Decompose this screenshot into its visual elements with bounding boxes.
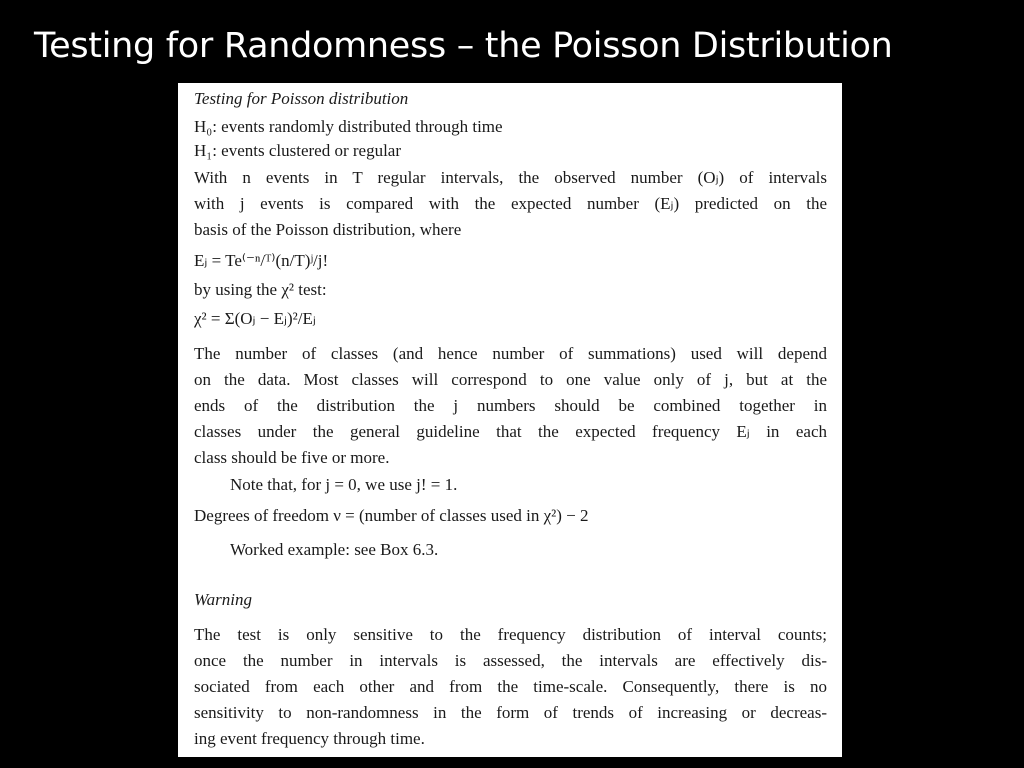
null-hypothesis: H₀: events randomly distributed through time <box>194 117 503 136</box>
warning-line-5: ing event frequency through time. <box>194 729 425 748</box>
degrees-of-freedom: Degrees of freedom ν = (number of classes used in χ²) − 2 <box>194 506 589 525</box>
factorial-note: Note that, for j = 0, we use j! = 1. <box>230 475 458 494</box>
worked-example: Worked example: see Box 6.3. <box>230 540 439 559</box>
classes-line-2: on the data. Most classes will correspond to one value only of j, but at the <box>194 370 827 389</box>
chi-square-intro: by using the χ² test: <box>194 280 327 299</box>
box-heading: Testing for Poisson distribution <box>194 89 409 108</box>
warning-line-3: sociated from each other and from the time-scale. Consequently, there is no <box>194 677 827 696</box>
slide-title: Testing for Randomness – the Poisson Distribution <box>34 26 893 66</box>
warning-heading: Warning <box>194 590 252 609</box>
intro-line-3: basis of the Poisson distribution, where <box>194 220 462 239</box>
warning-line-2: once the number in intervals is assessed, the intervals are effectively dis- <box>194 651 827 670</box>
warning-line-1: The test is only sensitive to the frequency distribution of interval counts; <box>194 625 827 644</box>
classes-line-3: ends of the distribution the j numbers should be combined together in <box>194 396 827 415</box>
intro-line-1: With n events in T regular intervals, the observed number (Oⱼ) of intervals <box>194 168 827 187</box>
warning-line-4: sensitivity to non-randomness in the form of trends of increasing or decreas- <box>194 703 827 722</box>
intro-line-2: with j events is compared with the expected number (Eⱼ) predicted on the <box>194 194 827 213</box>
expected-formula: Eⱼ = Te⁽⁻ⁿ/ᵀ⁾(n/T)ʲ/j! <box>194 251 329 270</box>
classes-line-1: The number of classes (and hence number of summations) used will depend <box>194 344 827 363</box>
classes-line-5: class should be five or more. <box>194 448 390 467</box>
classes-line-4: classes under the general guideline that the expected frequency Eⱼ in each <box>194 422 827 441</box>
chi-square-formula: χ² = Σ(Oⱼ − Eⱼ)²/Eⱼ <box>194 309 316 328</box>
alternative-hypothesis: H₁: events clustered or regular <box>194 141 402 160</box>
scanned-text-box <box>178 83 842 757</box>
